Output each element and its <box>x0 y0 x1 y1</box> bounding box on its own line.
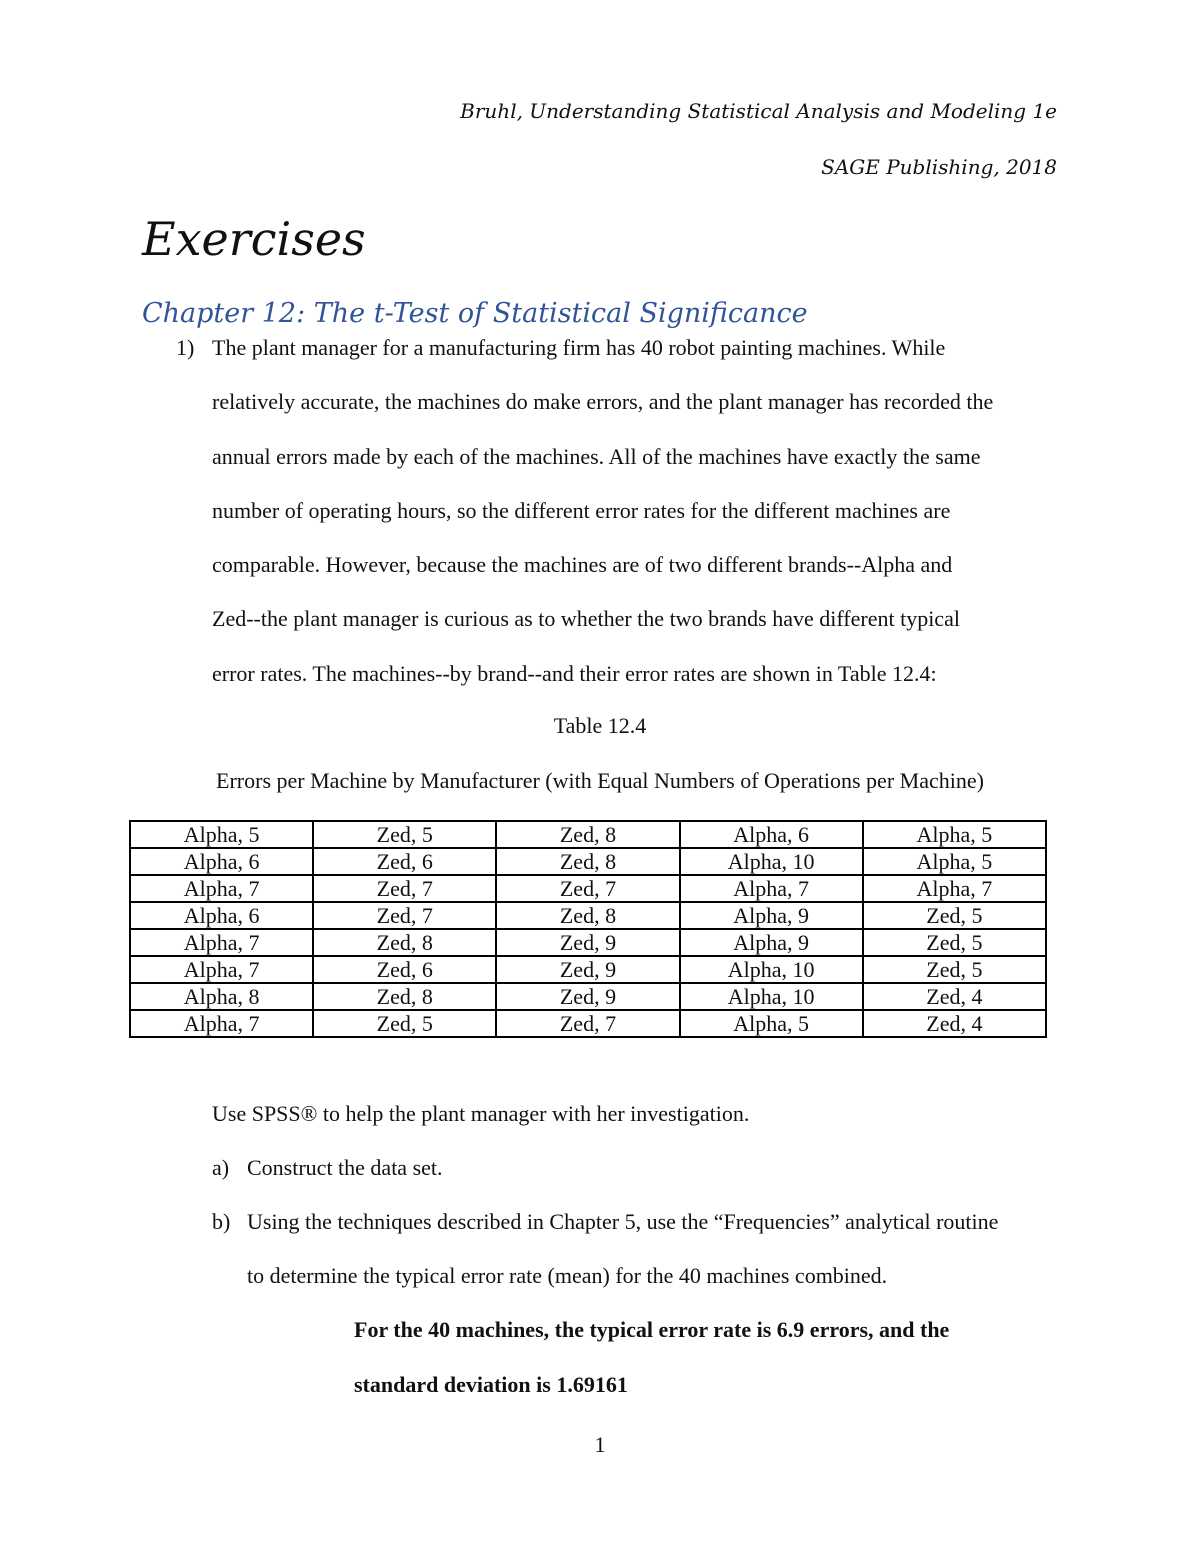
chapter-heading: Chapter 12: The t-Test of Statistical Significance <box>142 298 808 329</box>
table-cell: Zed, 9 <box>496 929 679 956</box>
subpart-a-label: a) <box>212 1155 230 1180</box>
page-title: Exercises <box>142 212 366 266</box>
table-cell: Alpha, 7 <box>130 956 313 983</box>
table-cell: Alpha, 8 <box>130 983 313 1010</box>
table-cell: Zed, 8 <box>496 848 679 875</box>
instruction-text: Use SPSS® to help the plant manager with her investigation. <box>212 1101 750 1126</box>
table-caption: Errors per Machine by Manufacturer (with Equal Numbers of Operations per Machine) <box>216 768 984 793</box>
table-cell: Zed, 7 <box>313 902 496 929</box>
table-row <box>130 902 1046 929</box>
table-cell: Zed, 4 <box>863 983 1046 1010</box>
table-cell: Zed, 4 <box>863 1010 1046 1037</box>
question-line: The plant manager for a manufacturing firm has 40 robot painting machines. While <box>212 335 946 360</box>
table-cell: Zed, 9 <box>496 983 679 1010</box>
table-cell: Alpha, 5 <box>863 848 1046 875</box>
errors-table <box>129 820 1047 1038</box>
table-cell: Alpha, 9 <box>680 929 863 956</box>
running-header-title: Bruhl, Understanding Statistical Analysis and Modeling 1e <box>460 99 1057 123</box>
table-cell: Zed, 8 <box>313 929 496 956</box>
running-header-publisher: SAGE Publishing, 2018 <box>821 155 1057 179</box>
table-cell: Alpha, 5 <box>863 821 1046 848</box>
question-number: 1) <box>176 335 195 360</box>
table-cell: Zed, 8 <box>496 821 679 848</box>
subpart-a-text: Construct the data set. <box>247 1155 443 1180</box>
table-cell: Zed, 7 <box>313 875 496 902</box>
table-cell: Zed, 9 <box>496 956 679 983</box>
table-cell: Alpha, 5 <box>130 821 313 848</box>
question-line: Zed--the plant manager is curious as to whether the two brands have different typical <box>212 606 960 632</box>
table-cell: Alpha, 7 <box>130 875 313 902</box>
table-cell: Alpha, 7 <box>130 1010 313 1037</box>
table-cell: Alpha, 7 <box>130 929 313 956</box>
table-cell: Zed, 8 <box>496 902 679 929</box>
subpart-b-text-continued: to determine the typical error rate (mean) for the 40 machines combined. <box>247 1263 888 1288</box>
question-paragraph <box>212 335 1072 715</box>
page-number: 1 <box>594 1432 606 1457</box>
table-cell: Zed, 5 <box>863 929 1046 956</box>
table-row <box>130 929 1046 956</box>
question-line: error rates. The machines--by brand--and their error rates are shown in Table 12.4: <box>212 660 937 686</box>
table-row <box>130 1010 1046 1037</box>
table-cell: Zed, 8 <box>313 983 496 1010</box>
question-line: relatively accurate, the machines do make errors, and the plant manager has recorded the <box>212 389 994 415</box>
table-row <box>130 875 1046 902</box>
table-cell: Zed, 5 <box>313 821 496 848</box>
table-cell: Alpha, 10 <box>680 848 863 875</box>
table-cell: Alpha, 6 <box>130 902 313 929</box>
subpart-b-text: Using the techniques described in Chapter 5, use the “Frequencies” analytical routine <box>247 1209 999 1234</box>
answer-line: For the 40 machines, the typical error rate is 6.9 errors, and the <box>354 1317 950 1342</box>
table-row <box>130 983 1046 1010</box>
answer-line: standard deviation is 1.69161 <box>354 1372 628 1397</box>
table-row <box>130 956 1046 983</box>
table-cell: Alpha, 7 <box>863 875 1046 902</box>
table-row <box>130 821 1046 848</box>
table-cell: Zed, 5 <box>313 1010 496 1037</box>
table-cell: Zed, 5 <box>863 956 1046 983</box>
table-row <box>130 848 1046 875</box>
table-cell: Alpha, 5 <box>680 1010 863 1037</box>
table-cell: Alpha, 6 <box>680 821 863 848</box>
table-cell: Zed, 6 <box>313 956 496 983</box>
subpart-b-label: b) <box>212 1209 231 1234</box>
table-cell: Alpha, 10 <box>680 983 863 1010</box>
table-label: Table 12.4 <box>553 713 647 738</box>
table-cell: Alpha, 10 <box>680 956 863 983</box>
table-cell: Alpha, 9 <box>680 902 863 929</box>
table-cell: Zed, 5 <box>863 902 1046 929</box>
question-line: annual errors made by each of the machines. All of the machines have exactly the same <box>212 443 981 469</box>
table-cell: Zed, 6 <box>313 848 496 875</box>
question-line: comparable. However, because the machines are of two different brands--Alpha and <box>212 552 953 578</box>
table-cell: Alpha, 6 <box>130 848 313 875</box>
table-cell: Zed, 7 <box>496 1010 679 1037</box>
table-cell: Alpha, 7 <box>680 875 863 902</box>
question-line: number of operating hours, so the different error rates for the different machines are <box>212 497 951 523</box>
table-cell: Zed, 7 <box>496 875 679 902</box>
